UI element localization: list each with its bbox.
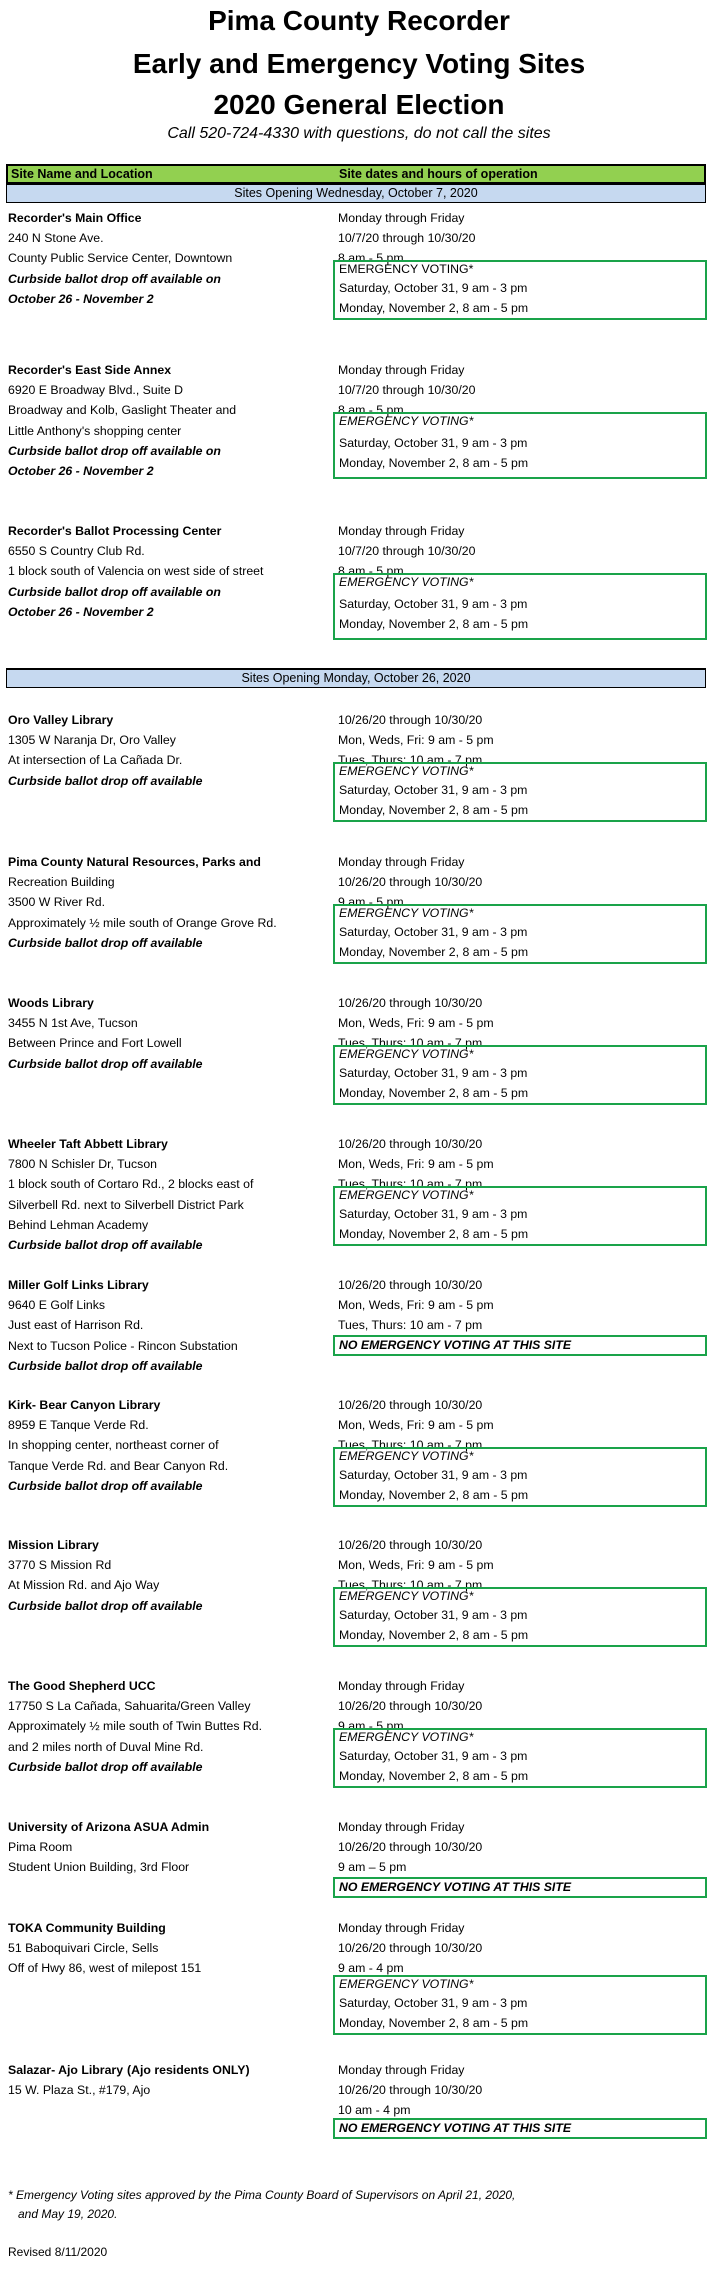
emergency-voting-date: Monday, November 2, 8 am - 5 pm [339, 1769, 529, 1783]
curbside-note: Curbside ballot drop off available on [8, 443, 221, 458]
site-info [8, 1535, 328, 1616]
hours-line: 10/26/20 through 10/30/20 [338, 1398, 483, 1412]
site-hours [338, 1275, 708, 1336]
hours-line: Monday through Friday [338, 2063, 465, 2077]
emergency-voting-date: Monday, November 2, 8 am - 5 pm [339, 1227, 529, 1241]
site-address-line: 51 Baboquivari Circle, Sells [8, 1941, 159, 1956]
curbside-note: Curbside ballot drop off available [8, 1238, 203, 1253]
site-address-line: and 2 miles north of Duval Mine Rd. [8, 1739, 204, 1754]
site-address-line: 8959 E Tanque Verde Rd. [8, 1418, 149, 1433]
hours-line: 10/26/20 through 10/30/20 [338, 1538, 483, 1552]
site-name: Oro Valley Library [8, 713, 114, 727]
no-emergency-voting-box: NO EMERGENCY VOTING AT THIS SITE [333, 1335, 707, 1356]
site-address-line: 17750 S La Cañada, Sahuarita/Green Valley [8, 1699, 251, 1714]
emergency-voting-box [333, 573, 707, 640]
emergency-voting-date: Monday, November 2, 8 am - 5 pm [339, 803, 529, 817]
site-address-line: 6920 E Broadway Blvd., Suite D [8, 383, 183, 398]
emergency-voting-date: Monday, November 2, 8 am - 5 pm [339, 617, 529, 631]
site-address-line: Recreation Building [8, 875, 115, 890]
site-info [8, 208, 328, 309]
hours-line: 9 am - 5 pm [338, 1719, 404, 1734]
site-address-line: 9640 E Golf Links [8, 1298, 106, 1313]
hours-line: 10/26/20 through 10/30/20 [338, 875, 483, 890]
site-info [8, 993, 328, 1074]
hours-line: Tues, Thurs: 10 am - 7 pm [338, 1318, 483, 1333]
emergency-voting-date: Saturday, October 31, 9 am - 3 pm [339, 1749, 528, 1763]
column-header-hours: Site dates and hours of operation [339, 167, 538, 181]
emergency-voting-date: Saturday, October 31, 9 am - 3 pm [339, 1468, 528, 1482]
subtitle: Call 520-724-4330 with questions, do not call the sites [167, 125, 551, 142]
emergency-voting-box [333, 1186, 707, 1246]
emergency-voting-heading: EMERGENCY VOTING* [339, 1730, 474, 1744]
site-address-line: Little Anthony's shopping center [8, 423, 182, 438]
site-name: TOKA Community Building [8, 1921, 166, 1935]
hours-line: 10/26/20 through 10/30/20 [338, 2083, 483, 2098]
site-address-line: Student Union Building, 3rd Floor [8, 1860, 190, 1875]
hours-line: Mon, Weds, Fri: 9 am - 5 pm [338, 1418, 494, 1433]
hours-line: 8 am - 5 pm [338, 403, 404, 418]
emergency-voting-date: Saturday, October 31, 9 am - 3 pm [339, 1207, 528, 1221]
site-address-line: At intersection of La Cañada Dr. [8, 753, 183, 768]
site-info [8, 521, 328, 622]
hours-line: 8 am - 5 pm [338, 251, 404, 266]
emergency-voting-box [333, 1728, 707, 1788]
hours-line: Mon, Weds, Fri: 9 am - 5 pm [338, 1558, 494, 1573]
title-line-3: 2020 General Election [213, 89, 505, 120]
site-address-line: 7800 N Schisler Dr, Tucson [8, 1157, 157, 1172]
site-info [8, 710, 328, 791]
column-header [6, 164, 706, 184]
emergency-voting-date: Monday, November 2, 8 am - 5 pm [339, 456, 529, 470]
curbside-note: October 26 - November 2 [8, 604, 154, 619]
emergency-voting-date: Monday, November 2, 8 am - 5 pm [339, 1086, 529, 1100]
emergency-voting-heading: EMERGENCY VOTING* [339, 414, 474, 428]
site-address-line: (Ajo residents ONLY) [127, 2063, 250, 2077]
site-address-line: Tanque Verde Rd. and Bear Canyon Rd. [8, 1458, 229, 1473]
site-address-line: 1305 W Naranja Dr, Oro Valley [8, 733, 176, 748]
hours-line: Tues, Thurs: 10 am - 7 pm [338, 1578, 483, 1593]
site-address-line: County Public Service Center, Downtown [8, 251, 233, 266]
emergency-voting-box [333, 762, 707, 822]
site-info [8, 1275, 328, 1376]
site-address-line: Next to Tucson Police - Rincon Substation [8, 1338, 238, 1353]
hours-line: Monday through Friday [338, 524, 465, 538]
site-name: Recorder's East Side Annex [8, 363, 172, 377]
site-address-line: 1 block south of Valencia on west side of street [8, 564, 264, 579]
emergency-voting-heading: EMERGENCY VOTING* [339, 764, 474, 778]
no-emergency-voting-box: NO EMERGENCY VOTING AT THIS SITE [333, 1877, 707, 1898]
site-hours [338, 2060, 708, 2121]
emergency-voting-date: Monday, November 2, 8 am - 5 pm [339, 945, 529, 959]
emergency-voting-date: Saturday, October 31, 9 am - 3 pm [339, 597, 528, 611]
hours-line: Tues, Thurs: 10 am - 7 pm [338, 1036, 483, 1051]
site-info [8, 2060, 328, 2100]
curbside-note: Curbside ballot drop off available [8, 1478, 203, 1493]
curbside-note: Curbside ballot drop off available on [8, 271, 221, 286]
emergency-voting-heading: EMERGENCY VOTING* [339, 1589, 474, 1603]
site-address-line: 3455 N 1st Ave, Tucson [8, 1016, 138, 1031]
footnote-line-2: and May 19, 2020. [18, 2207, 118, 2221]
emergency-voting-date: Saturday, October 31, 9 am - 3 pm [339, 925, 528, 939]
emergency-voting-box [333, 1975, 707, 2035]
emergency-voting-box [333, 1045, 707, 1105]
site-address-line: 240 N Stone Ave. [8, 231, 104, 246]
curbside-note: Curbside ballot drop off available [8, 1759, 203, 1774]
site-address-line: Approximately ½ mile south of Twin Buttes Rd. [8, 1719, 263, 1734]
site-info [8, 852, 328, 953]
hours-line: Monday through Friday [338, 1921, 465, 1935]
site-address-line: Just east of Harrison Rd. [8, 1318, 144, 1333]
site-address-line: Approximately ½ mile south of Orange Grove Rd. [8, 915, 277, 930]
hours-line: Mon, Weds, Fri: 9 am - 5 pm [338, 1016, 494, 1031]
site-info [8, 1134, 328, 1255]
emergency-voting-box [333, 904, 707, 964]
footnote [8, 2186, 608, 2224]
curbside-note: Curbside ballot drop off available [8, 1358, 203, 1373]
emergency-voting-heading: EMERGENCY VOTING* [339, 1977, 474, 1991]
curbside-note: Curbside ballot drop off available [8, 773, 203, 788]
site-info [8, 1918, 328, 1979]
hours-line: 10/26/20 through 10/30/20 [338, 713, 483, 727]
hours-line: 9 am – 5 pm [338, 1860, 407, 1875]
site-name: Recorder's Ballot Processing Center [8, 524, 222, 538]
footnote-line-1: * Emergency Voting sites approved by the Pima County Board of Supervisors on April 21, 2020, [8, 2188, 516, 2202]
emergency-voting-date: Monday, November 2, 8 am - 5 pm [339, 1628, 529, 1642]
hours-line: 10/26/20 through 10/30/20 [338, 1840, 483, 1855]
site-address-line: 6550 S Country Club Rd. [8, 544, 145, 559]
no-emergency-voting-box: NO EMERGENCY VOTING AT THIS SITE [333, 2118, 707, 2139]
site-name: Recorder's Main Office [8, 211, 142, 225]
site-address-line: Broadway and Kolb, Gaslight Theater and [8, 403, 237, 418]
emergency-voting-date: Saturday, October 31, 9 am - 3 pm [339, 1608, 528, 1622]
hours-line: 9 am - 4 pm [338, 1961, 404, 1976]
curbside-note: Curbside ballot drop off available [8, 1056, 203, 1071]
site-address-line: In shopping center, northeast corner of [8, 1438, 219, 1453]
hours-line: 10/26/20 through 10/30/20 [338, 1278, 483, 1292]
column-header-site: Site Name and Location [11, 167, 153, 181]
hours-line: Monday through Friday [338, 363, 465, 377]
curbside-note: October 26 - November 2 [8, 464, 154, 479]
curbside-note: Curbside ballot drop off available on [8, 584, 221, 599]
site-address-line: Behind Lehman Academy [8, 1217, 149, 1232]
emergency-voting-heading: EMERGENCY VOTING* [339, 1047, 474, 1061]
site-address-line: 1 block south of Cortaro Rd., 2 blocks east of [8, 1177, 254, 1192]
site-address-line: Between Prince and Fort Lowell [8, 1036, 182, 1051]
hours-line: 8 am - 5 pm [338, 564, 404, 579]
hours-line: Monday through Friday [338, 1679, 465, 1693]
emergency-voting-date: Saturday, October 31, 9 am - 3 pm [339, 783, 528, 797]
site-address-line: Pima Room [8, 1840, 73, 1855]
site-name: Kirk- Bear Canyon Library [8, 1398, 161, 1412]
hours-line: 10 am - 4 pm [338, 2103, 411, 2118]
site-address-line: 3770 S Mission Rd [8, 1558, 112, 1573]
section-header-oct7: Sites Opening Wednesday, October 7, 2020 [6, 183, 706, 203]
emergency-voting-date: Monday, November 2, 8 am - 5 pm [339, 2016, 529, 2030]
site-name: Miller Golf Links Library [8, 1278, 149, 1292]
site-name: Pima County Natural Resources, Parks and [8, 855, 261, 869]
site-hours [338, 1817, 708, 1878]
site-name: Wheeler Taft Abbett Library [8, 1137, 168, 1151]
emergency-voting-box [333, 1447, 707, 1507]
title-line-1: Pima County Recorder [208, 5, 510, 36]
site-address-line: 3500 W River Rd. [8, 895, 106, 910]
emergency-voting-date: Monday, November 2, 8 am - 5 pm [339, 301, 529, 315]
site-address-line: 15 W. Plaza St., #179, Ajo [8, 2083, 151, 2098]
section-header-oct26: Sites Opening Monday, October 26, 2020 [6, 668, 706, 688]
hours-line: Mon, Weds, Fri: 9 am - 5 pm [338, 733, 494, 748]
emergency-voting-date: Saturday, October 31, 9 am - 3 pm [339, 1996, 528, 2010]
site-info [8, 1676, 328, 1777]
hours-line: Tues, Thurs: 10 am - 7 pm [338, 753, 483, 768]
hours-line: 10/26/20 through 10/30/20 [338, 1699, 483, 1714]
emergency-voting-box [333, 1587, 707, 1647]
hours-line: Monday through Friday [338, 211, 465, 225]
revised-date: Revised 8/11/2020 [8, 2245, 108, 2259]
hours-line: 9 am - 5 pm [338, 895, 404, 910]
site-name: University of Arizona ASUA Admin [8, 1820, 210, 1834]
hours-line: Tues, Thurs: 10 am - 7 pm [338, 1177, 483, 1192]
hours-line: 10/7/20 through 10/30/20 [338, 231, 476, 246]
curbside-note: Curbside ballot drop off available [8, 1598, 203, 1613]
site-info [8, 1395, 328, 1496]
hours-line: Tues, Thurs: 10 am - 7 pm [338, 1438, 483, 1453]
emergency-voting-date: Saturday, October 31, 9 am - 3 pm [339, 281, 528, 295]
hours-line: Mon, Weds, Fri: 9 am - 5 pm [338, 1298, 494, 1313]
emergency-voting-heading: EMERGENCY VOTING* [339, 906, 474, 920]
emergency-voting-heading: EMERGENCY VOTING* [339, 1188, 474, 1202]
hours-line: 10/7/20 through 10/30/20 [338, 383, 476, 398]
emergency-voting-date: Saturday, October 31, 9 am - 3 pm [339, 1066, 528, 1080]
hours-line: 10/26/20 through 10/30/20 [338, 996, 483, 1010]
curbside-note: Curbside ballot drop off available [8, 935, 203, 950]
curbside-note: October 26 - November 2 [8, 291, 154, 306]
site-name: Mission Library [8, 1538, 99, 1552]
emergency-voting-box [333, 412, 707, 479]
emergency-voting-box [333, 260, 707, 320]
site-address-line: Off of Hwy 86, west of milepost 151 [8, 1961, 202, 1976]
emergency-voting-date: Saturday, October 31, 9 am - 3 pm [339, 436, 528, 450]
hours-line: Monday through Friday [338, 1820, 465, 1834]
site-address-line: Silverbell Rd. next to Silverbell District Park [8, 1197, 244, 1212]
site-address-line: At Mission Rd. and Ajo Way [8, 1578, 160, 1593]
site-name: The Good Shepherd UCC [8, 1679, 156, 1693]
hours-line: Monday through Friday [338, 855, 465, 869]
hours-line: 10/26/20 through 10/30/20 [338, 1941, 483, 1956]
site-hours [338, 1918, 708, 1979]
emergency-voting-heading: EMERGENCY VOTING* [339, 1449, 474, 1463]
emergency-voting-heading: EMERGENCY VOTING* [339, 575, 474, 589]
emergency-voting-date: Monday, November 2, 8 am - 5 pm [339, 1488, 529, 1502]
site-name: Salazar- Ajo Library [8, 2063, 124, 2077]
site-info [8, 360, 328, 481]
hours-line: 10/26/20 through 10/30/20 [338, 1137, 483, 1151]
emergency-voting-heading: EMERGENCY VOTING* [339, 262, 474, 276]
title-line-2: Early and Emergency Voting Sites [132, 48, 586, 79]
hours-line: 10/7/20 through 10/30/20 [338, 544, 476, 559]
site-name: Woods Library [8, 996, 94, 1010]
site-info [8, 1817, 328, 1878]
hours-line: Mon, Weds, Fri: 9 am - 5 pm [338, 1157, 494, 1172]
